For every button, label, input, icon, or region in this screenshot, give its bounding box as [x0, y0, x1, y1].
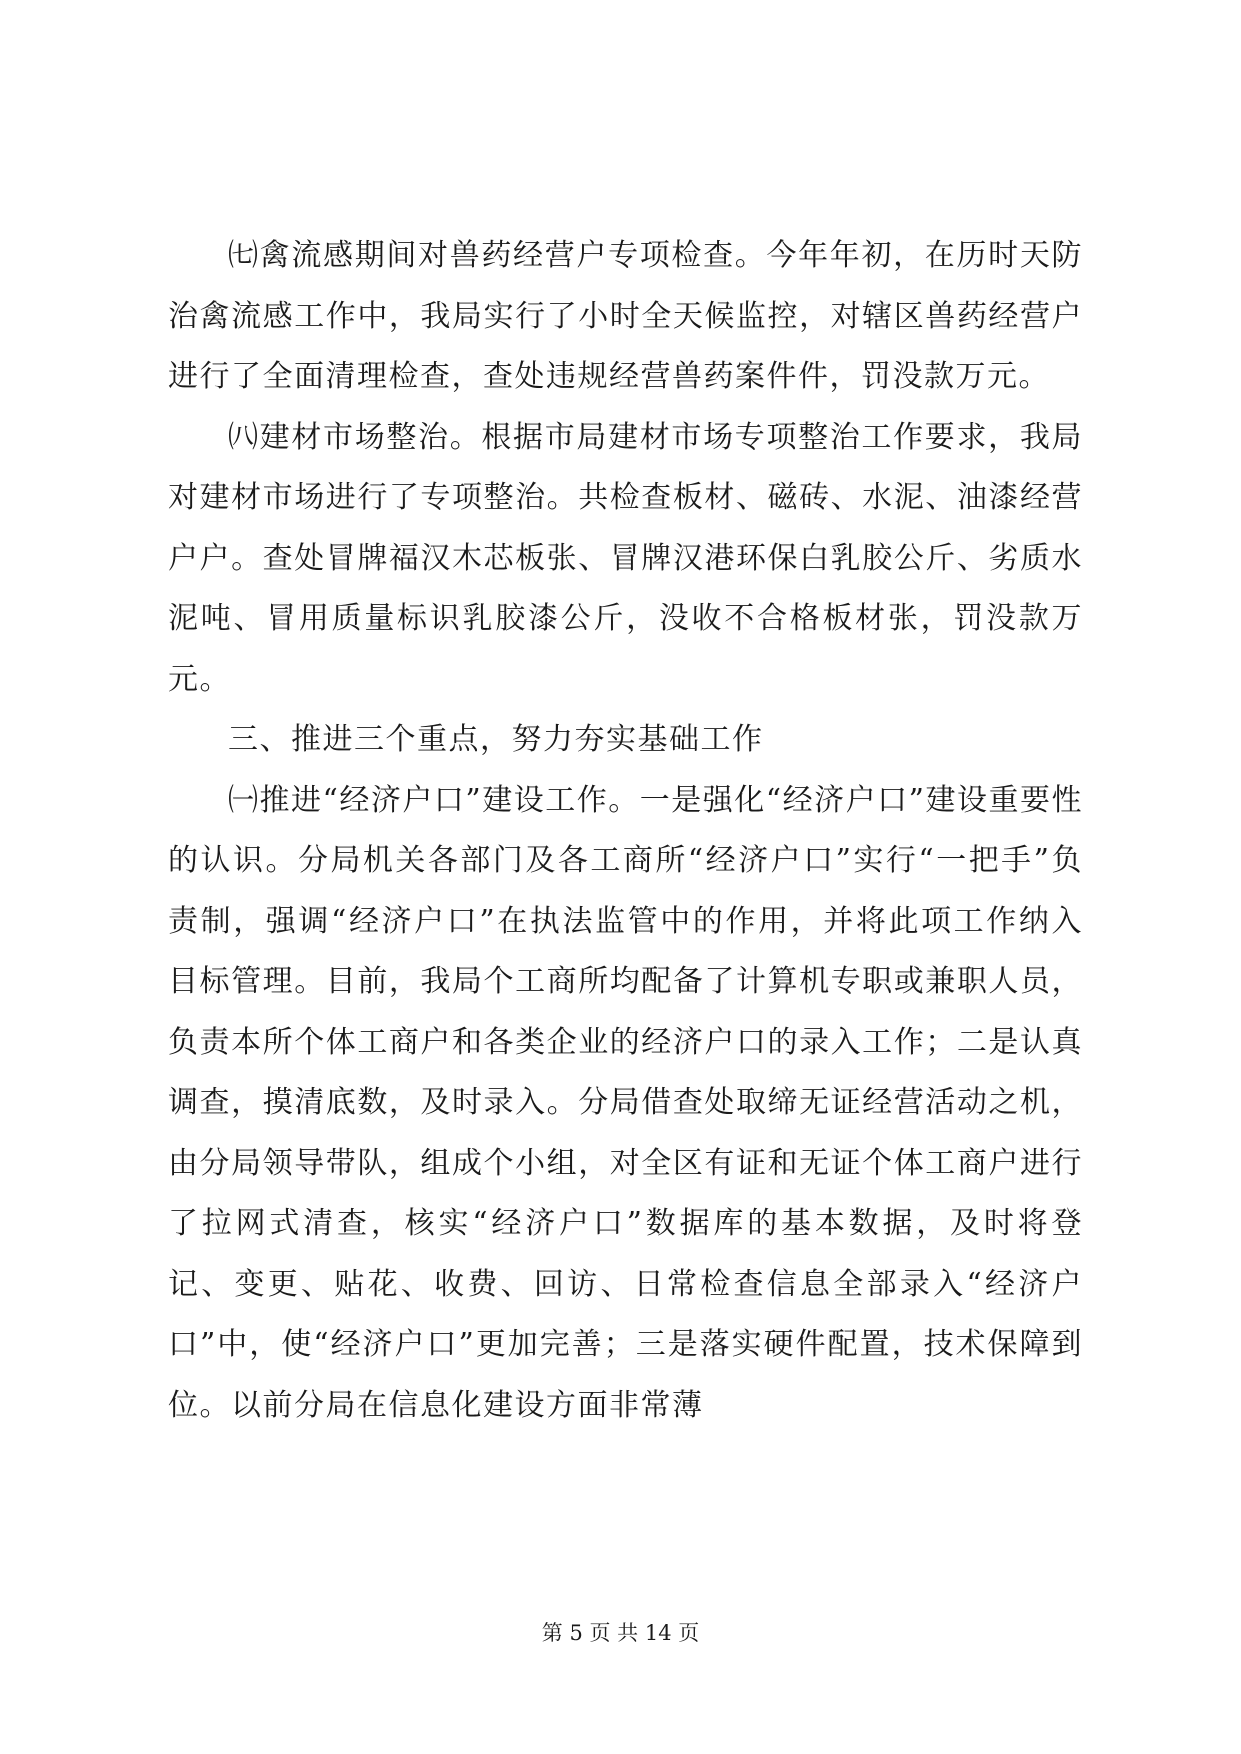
- paragraph-building-materials: ㈧建材市场整治。根据市局建材市场专项整治工作要求，我局对建材市场进行了专项整治。共检查板材、磁砖、水泥、油漆经营户户。查处冒牌福汉木芯板张、冒牌汉港环保白乳胶公斤、劣质水泥吨、冒用质量标识乳胶漆公斤，没收不合格板材张，罚没款万元。: [168, 419, 1083, 697]
- document-body: [168, 226, 1083, 1436]
- section-heading: 三、推进三个重点，努力夯实基础工作: [228, 722, 764, 757]
- paragraph-economic-registry: ㈠推进“经济户口”建设工作。一是强化“经济户口”建设重要性的认识。分局机关各部门及各工商所“经济户口”实行“一把手”负责制，强调“经济户口”在执法监管中的作用，并将此项工作纳入目标管理。目前，我局个工商所均配备了计算机专职或兼职人员，负责本所个体工商户和各类企业的经济户口的录入工作；二是认真调查，摸清底数，及时录入。分局借查处取缔无证经营活动之机，由分局领导带队，组成个小组，对全区有证和无证个体工商户进行了拉网式清查，核实“经济户口”数据库的基本数据，及时将登记、变更、贴花、收费、回访、日常检查信息全部录入“经济户口”中，使“经济户口”更加完善；三是落实硬件配置，技术保障到位。以前分局在信息化建设方面非常薄: [168, 782, 1083, 1423]
- paragraph-poultry-inspection: ㈦禽流感期间对兽药经营户专项检查。今年年初，在历时天防治禽流感工作中，我局实行了小时全天候监控，对辖区兽药经营户进行了全面清理检查，查处违规经营兽药案件件，罚没款万元。: [168, 238, 1083, 394]
- page-number-footer: 第 5 页 共 14 页: [541, 1621, 700, 1645]
